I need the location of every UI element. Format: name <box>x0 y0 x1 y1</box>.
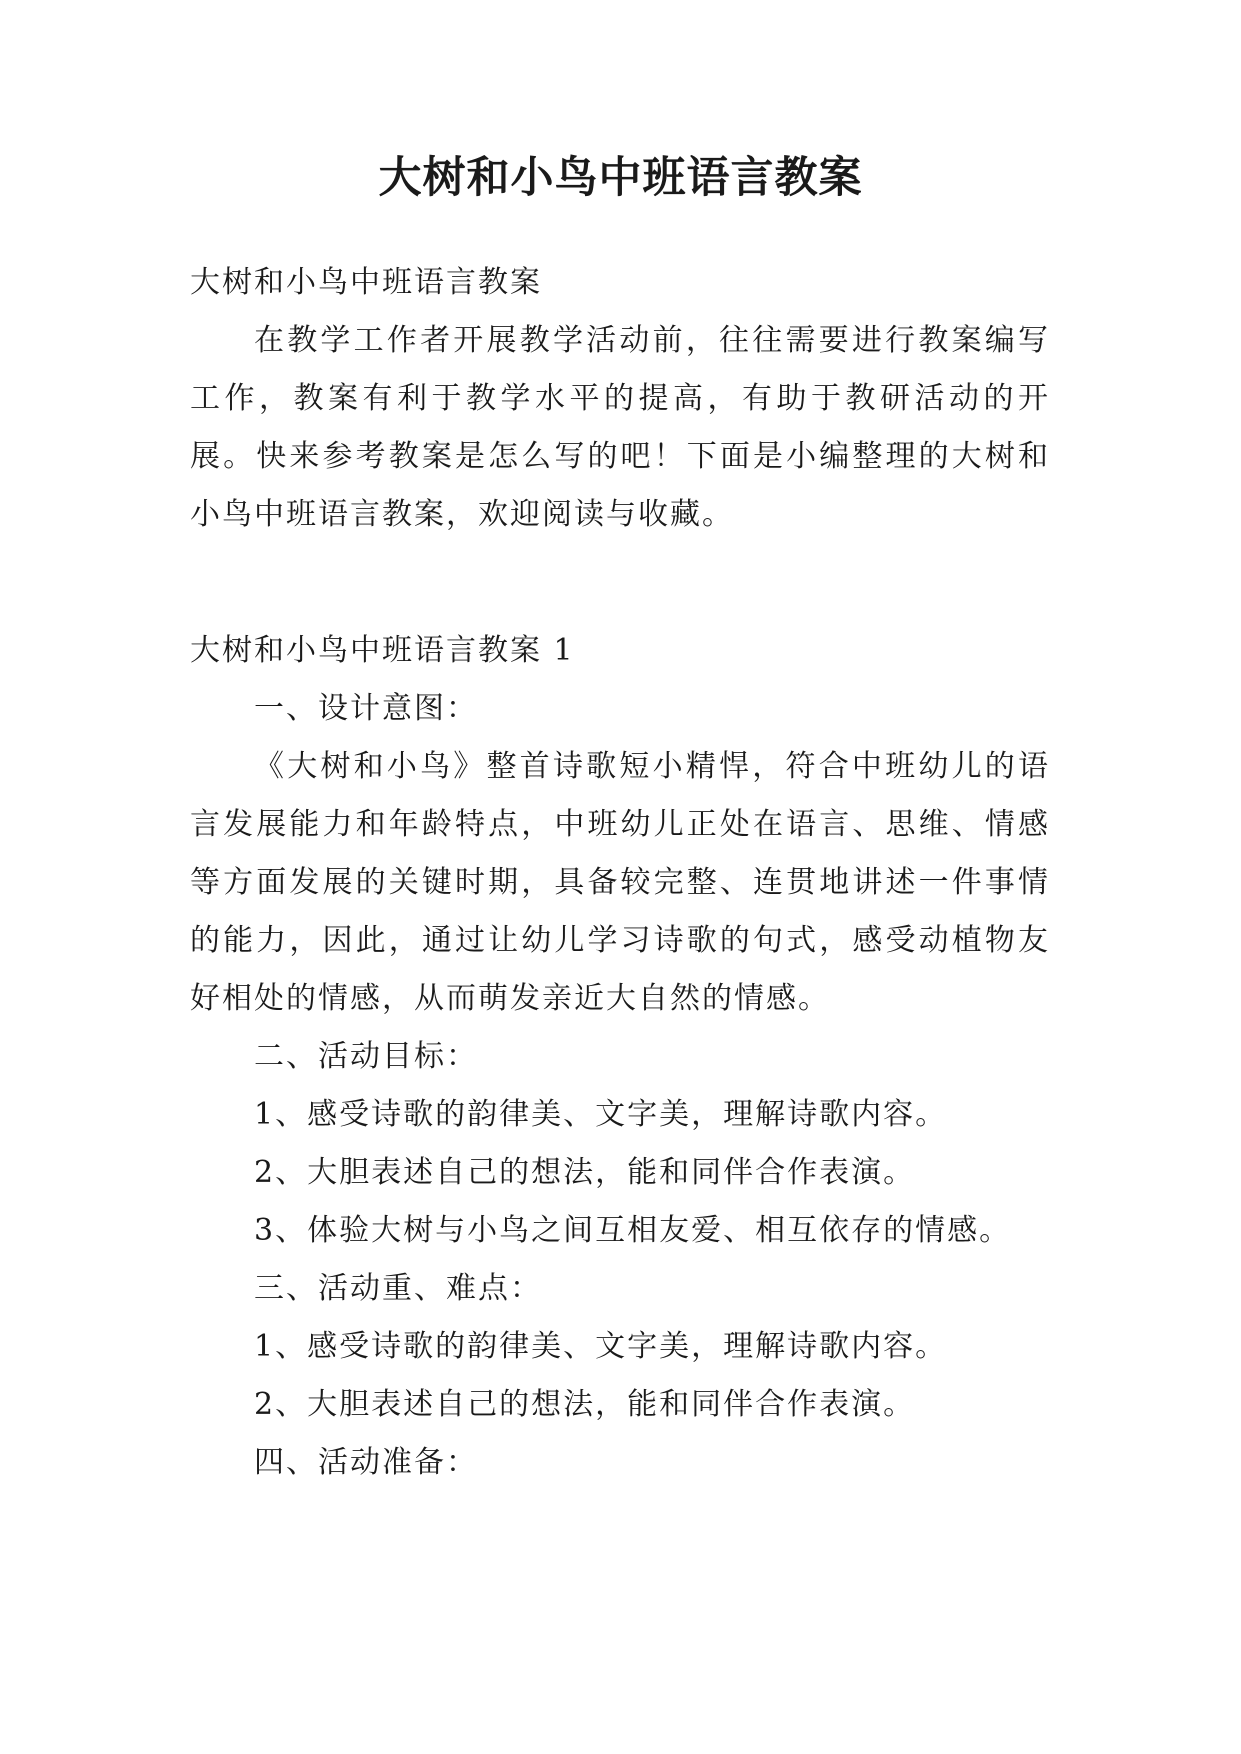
section-title: 大树和小鸟中班语言教案 1 <box>190 633 575 668</box>
heading-design-intent: 一、设计意图： <box>254 691 478 726</box>
heading-activity-preparation: 四、活动准备： <box>254 1445 478 1480</box>
goal-item: 3、体验大树与小鸟之间互相友爱、相互依存的情感。 <box>254 1213 1012 1248</box>
key-point-item: 1、感受诗歌的韵律美、文字美，理解诗歌内容。 <box>254 1329 948 1364</box>
design-intent-paragraph: 《大树和小鸟》整首诗歌短小精悍，符合中班幼儿的语言发展能力和年龄特点，中班幼儿正处在语言、思维、情感等方面发展的关键时期，具备较完整、连贯地讲述一件事情的能力，因此，通过让幼儿学习诗歌的句式，感受动植物友好相处的情感，从而萌发亲近大自然的情感。 <box>190 749 1050 1016</box>
document-title: 大树和小鸟中班语言教案 <box>378 153 863 203</box>
goal-item: 2、大胆表述自己的想法，能和同伴合作表演。 <box>254 1155 916 1190</box>
intro-paragraph: 在教学工作者开展教学活动前，往往需要进行教案编写工作，教案有利于教学水平的提高，有助于教研活动的开展。快来参考教案是怎么写的吧！下面是小编整理的大树和小鸟中班语言教案，欢迎阅读与收藏。 <box>190 323 1050 532</box>
goal-item: 1、感受诗歌的韵律美、文字美，理解诗歌内容。 <box>254 1097 948 1132</box>
heading-key-points: 三、活动重、难点： <box>254 1271 542 1306</box>
heading-activity-goals: 二、活动目标： <box>254 1039 478 1074</box>
document-subtitle: 大树和小鸟中班语言教案 <box>190 265 542 300</box>
key-point-item: 2、大胆表述自己的想法，能和同伴合作表演。 <box>254 1387 916 1422</box>
